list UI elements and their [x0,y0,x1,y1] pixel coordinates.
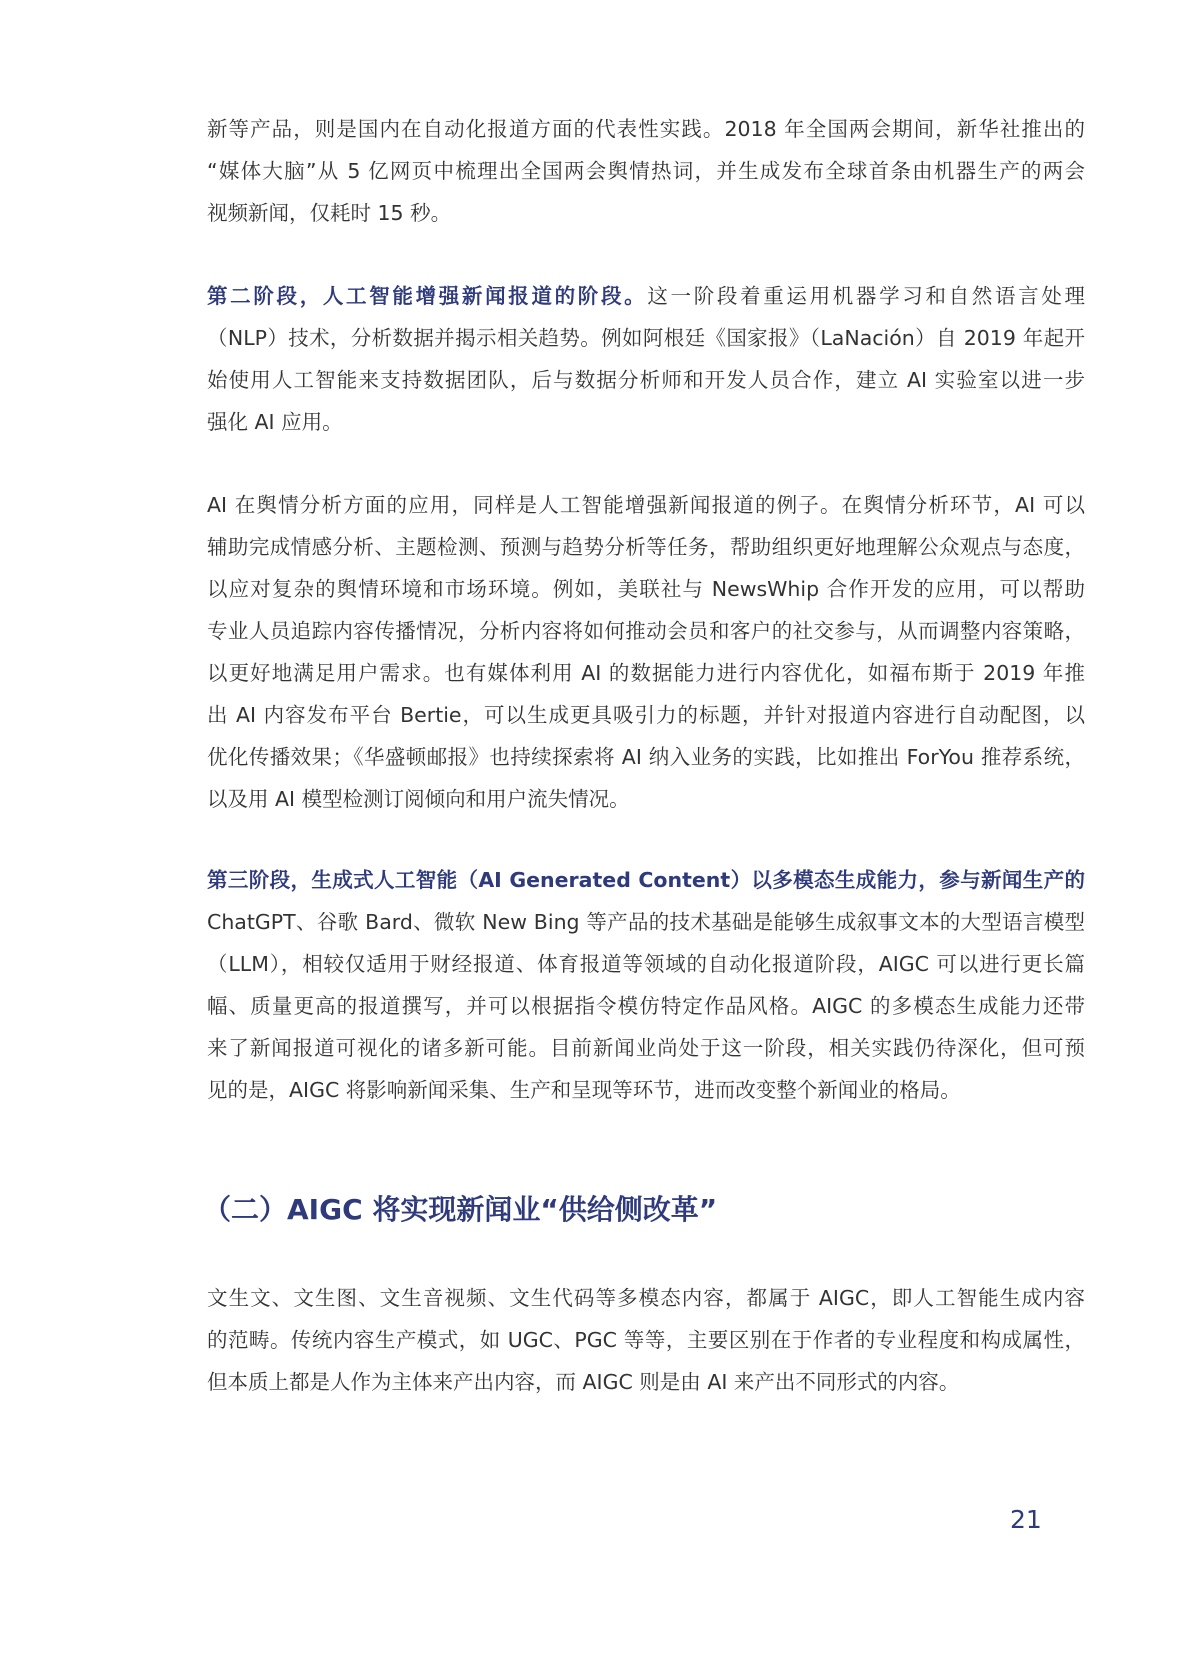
text-line [207,275,1085,317]
text-line: 幅、质量更高的报道撰写，并可以根据指令模仿特定作品风格。AIGC 的多模态生成能力还带 [207,994,1085,1018]
text-line: 以应对复杂的舆情环境和市场环境。例如，美联社与 NewsWhip 合作开发的应用，可以帮助 [207,577,1085,601]
paragraph-automation-practice [207,108,1085,234]
text-line: “媒体大脑”从 5 亿网页中梳理出全国两会舆情热词，并生成发布全球首条由机器生产的两会 [207,159,1085,183]
text-line: 以更好地满足用户需求。也有媒体利用 AI 的数据能力进行内容优化，如福布斯于 2019 年推 [207,661,1085,685]
stage-two-heading: 第二阶段，人工智能增强新闻报道的阶段。 [207,284,648,308]
text-line: 始使用人工智能来支持数据团队，后与数据分析师和开发人员合作，建立 AI 实验室以进一步 [207,368,1085,392]
text-line: AI 在舆情分析方面的应用，同样是人工智能增强新闻报道的例子。在舆情分析环节，AI 可以 [207,493,1085,517]
stage-two-intro: 这一阶段着重运用机器学习和自然语言处理 [647,284,1085,308]
stage-three-heading: 第三阶段，生成式人工智能（AI Generated Content）以多模态生成能力，参与新闻生产的 [207,868,1085,892]
text-line: 优化传播效果；《华盛顿邮报》也持续探索将 AI 纳入业务的实践，比如推出 ForYou 推荐系统， [207,745,1085,769]
text-line: 出 AI 内容发布平台 Bertie，可以生成更具吸引力的标题，并针对报道内容进行自动配图，以 [207,703,1085,727]
text-line: 强化 AI 应用。 [207,410,343,434]
paragraph-sentiment-analysis [207,484,1085,820]
text-line: 的范畴。传统内容生产模式，如 UGC、PGC 等等，主要区别在于作者的专业程度和构成属性， [207,1328,1085,1352]
text-line: ChatGPT、谷歌 Bard、微软 New Bing 等产品的技术基础是能够生成叙事文本的大型语言模型 [207,910,1085,934]
paragraph-stage-three [207,859,1085,1111]
text-line: 辅助完成情感分析、主题检测、预测与趋势分析等任务，帮助组织更好地理解公众观点与态度， [207,535,1085,559]
text-line: 文生文、文生图、文生音视频、文生代码等多模态内容，都属于 AIGC，即人工智能生成内容 [207,1286,1085,1310]
text-line: （NLP）技术，分析数据并揭示相关趋势。例如阿根廷《国家报》（LaNación）自 2019 年起开 [207,326,1085,350]
text-line: 但本质上都是人作为主体来产出内容，而 AIGC 则是由 AI 来产出不同形式的内容。 [207,1370,960,1394]
text-line: （LLM），相较仅适用于财经报道、体育报道等领域的自动化报道阶段，AIGC 可以进行更长篇 [207,952,1085,976]
text-line: 来了新闻报道可视化的诸多新可能。目前新闻业尚处于这一阶段，相关实践仍待深化，但可预 [207,1036,1085,1060]
paragraph-aigc-definition [207,1277,1085,1403]
text-line: 以及用 AI 模型检测订阅倾向和用户流失情况。 [207,787,630,811]
text-line: 专业人员追踪内容传播情况，分析内容将如何推动会员和客户的社交参与，从而调整内容策略， [207,619,1085,643]
page-number: 21 [1010,1505,1042,1534]
text-line: 见的是，AIGC 将影响新闻采集、生产和呈现等环节，进而改变整个新闻业的格局。 [207,1078,961,1102]
text-line: 视频新闻，仅耗时 15 秒。 [207,201,452,225]
section-heading: （二）AIGC 将实现新闻业“供给侧改革” [203,1193,718,1226]
paragraph-stage-two [207,275,1085,443]
text-line: 新等产品，则是国内在自动化报道方面的代表性实践。2018 年全国两会期间，新华社推出的 [207,117,1085,141]
